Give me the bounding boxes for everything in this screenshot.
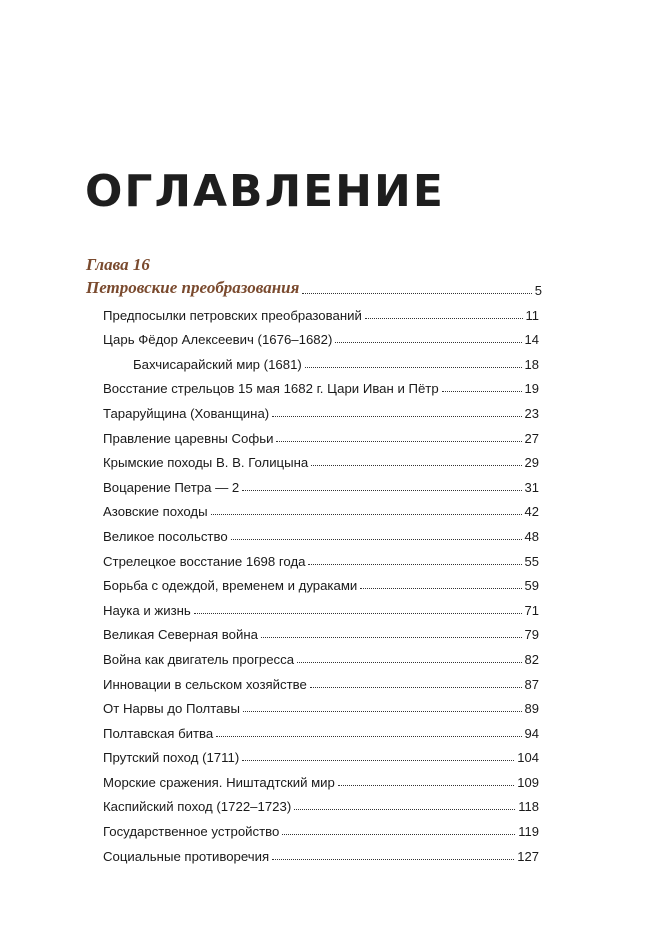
page-title: ОГЛАВЛЕНИЕ [85, 166, 445, 217]
toc-entry-page-number: 18 [524, 356, 539, 372]
toc-entry[interactable] [103, 618, 539, 643]
chapter-page-number: 5 [534, 283, 542, 298]
toc-entry-label: Восстание стрельцов 15 мая 1682 г. Цари Иван и Пётр [103, 381, 439, 397]
toc-entry-page-number: 119 [518, 824, 539, 840]
dot-leader [365, 318, 523, 319]
toc-entry-label: Прутский поход (1711) [103, 750, 240, 766]
dot-leader [272, 416, 521, 417]
toc-entry[interactable] [103, 495, 539, 520]
dot-leader [310, 687, 522, 688]
dot-leader [294, 809, 515, 810]
toc-entry[interactable] [103, 814, 539, 839]
toc-entry[interactable] [103, 298, 539, 323]
dot-leader [231, 539, 522, 540]
toc-entry-page-number: 87 [524, 676, 539, 692]
dot-leader [338, 785, 514, 786]
toc-entry-label: Борьба с одеждой, временем и дураками [103, 578, 358, 594]
toc-entry-page-number: 19 [524, 381, 539, 397]
chapter-title-row[interactable] [86, 276, 542, 298]
toc-entry-page-number: 79 [524, 627, 539, 643]
dot-leader [194, 613, 522, 614]
toc-entry-label: Государственное устройство [103, 824, 280, 840]
toc-entry-page-number: 42 [524, 504, 539, 520]
toc-entry-label: Предпосылки петровских преобразований [103, 307, 362, 323]
toc-entry-label: Каспийский поход (1722–1723) [103, 799, 292, 815]
toc-entry[interactable] [103, 569, 539, 594]
toc-entry[interactable] [103, 790, 539, 815]
dot-leader [216, 736, 521, 737]
toc-entry[interactable] [103, 765, 539, 790]
toc-entry-label: Крымские походы В. В. Голицына [103, 455, 309, 471]
toc-entry[interactable] [103, 470, 539, 495]
dot-leader [261, 637, 522, 638]
toc-entry[interactable] [103, 544, 539, 569]
toc-entry-label: Царь Фёдор Алексеевич (1676–1682) [103, 332, 333, 348]
toc-entry[interactable] [103, 372, 539, 397]
toc-entry[interactable] [103, 323, 539, 348]
toc-entry-page-number: 127 [517, 848, 539, 864]
toc-entry-label: Война как двигатель прогресса [103, 651, 295, 667]
toc-entry-label: Бахчисарайский мир (1681) [133, 356, 302, 372]
toc-entry-page-number: 27 [524, 430, 539, 446]
toc-entry-page-number: 31 [524, 479, 539, 495]
toc-entry[interactable] [103, 839, 539, 864]
toc-entry-label: Правление царевны Софьи [103, 430, 274, 446]
toc-entry-page-number: 29 [524, 455, 539, 471]
toc-entry-label: Социальные противоречия [103, 848, 270, 864]
toc-entry[interactable] [103, 446, 539, 471]
dot-leader [272, 859, 514, 860]
toc-entry-page-number: 23 [524, 405, 539, 421]
dot-leader [242, 490, 521, 491]
toc-entry[interactable] [103, 519, 539, 544]
toc-entry-page-number: 109 [517, 774, 539, 790]
toc-entry-page-number: 14 [524, 332, 539, 348]
toc-entry-page-number: 59 [524, 578, 539, 594]
dot-leader [276, 441, 521, 442]
toc-entry[interactable] [103, 421, 539, 446]
toc-entry-label: Стрелецкое восстание 1698 года [103, 553, 306, 569]
toc-entry-page-number: 89 [524, 701, 539, 717]
chapter-title: Петровские преобразования [86, 278, 300, 297]
toc-entry-label: Наука и жизнь [103, 602, 191, 618]
toc-entry[interactable] [103, 347, 539, 372]
toc-entry-label: Тараруйщина (Хованщина) [103, 405, 270, 421]
dot-leader [442, 391, 522, 392]
toc-entry-page-number: 11 [525, 307, 539, 323]
toc-entry-label: Инновации в сельском хозяйстве [103, 676, 307, 692]
dot-leader [305, 367, 522, 368]
dot-leader [242, 760, 514, 761]
toc-entries-list [103, 298, 539, 864]
toc-entry[interactable] [103, 716, 539, 741]
dot-leader [243, 711, 522, 712]
toc-entry-page-number: 94 [524, 725, 539, 741]
dot-leader [297, 662, 521, 663]
toc-entry-label: Воцарение Петра — 2 [103, 479, 240, 495]
toc-entry-label: Великая Северная война [103, 627, 258, 643]
toc-entry[interactable] [103, 692, 539, 717]
toc-entry-page-number: 118 [518, 799, 539, 815]
toc-entry-label: Азовские походы [103, 504, 208, 520]
toc-entry-label: Морские сражения. Ништадтский мир [103, 774, 335, 790]
toc-entry-label: Полтавская битва [103, 725, 214, 741]
dot-leader [311, 465, 521, 466]
toc-entry-page-number: 48 [524, 528, 539, 544]
dot-leader [302, 293, 531, 294]
dot-leader [211, 514, 522, 515]
toc-entry[interactable] [103, 593, 539, 618]
toc-entry[interactable] [103, 642, 539, 667]
dot-leader [335, 342, 521, 343]
chapter-header [86, 255, 542, 298]
chapter-number: Глава 16 [86, 255, 150, 274]
toc-entry-page-number: 71 [524, 602, 539, 618]
toc-entry-page-number: 82 [524, 651, 539, 667]
toc-entry-label: От Нарвы до Полтавы [103, 701, 240, 717]
toc-entry-label: Великое посольство [103, 528, 228, 544]
toc-entry[interactable] [103, 741, 539, 766]
dot-leader [360, 588, 521, 589]
dot-leader [308, 564, 521, 565]
toc-entry-page-number: 55 [524, 553, 539, 569]
toc-entry-page-number: 104 [517, 750, 539, 766]
dot-leader [282, 834, 515, 835]
toc-entry[interactable] [103, 667, 539, 692]
toc-entry[interactable] [103, 396, 539, 421]
